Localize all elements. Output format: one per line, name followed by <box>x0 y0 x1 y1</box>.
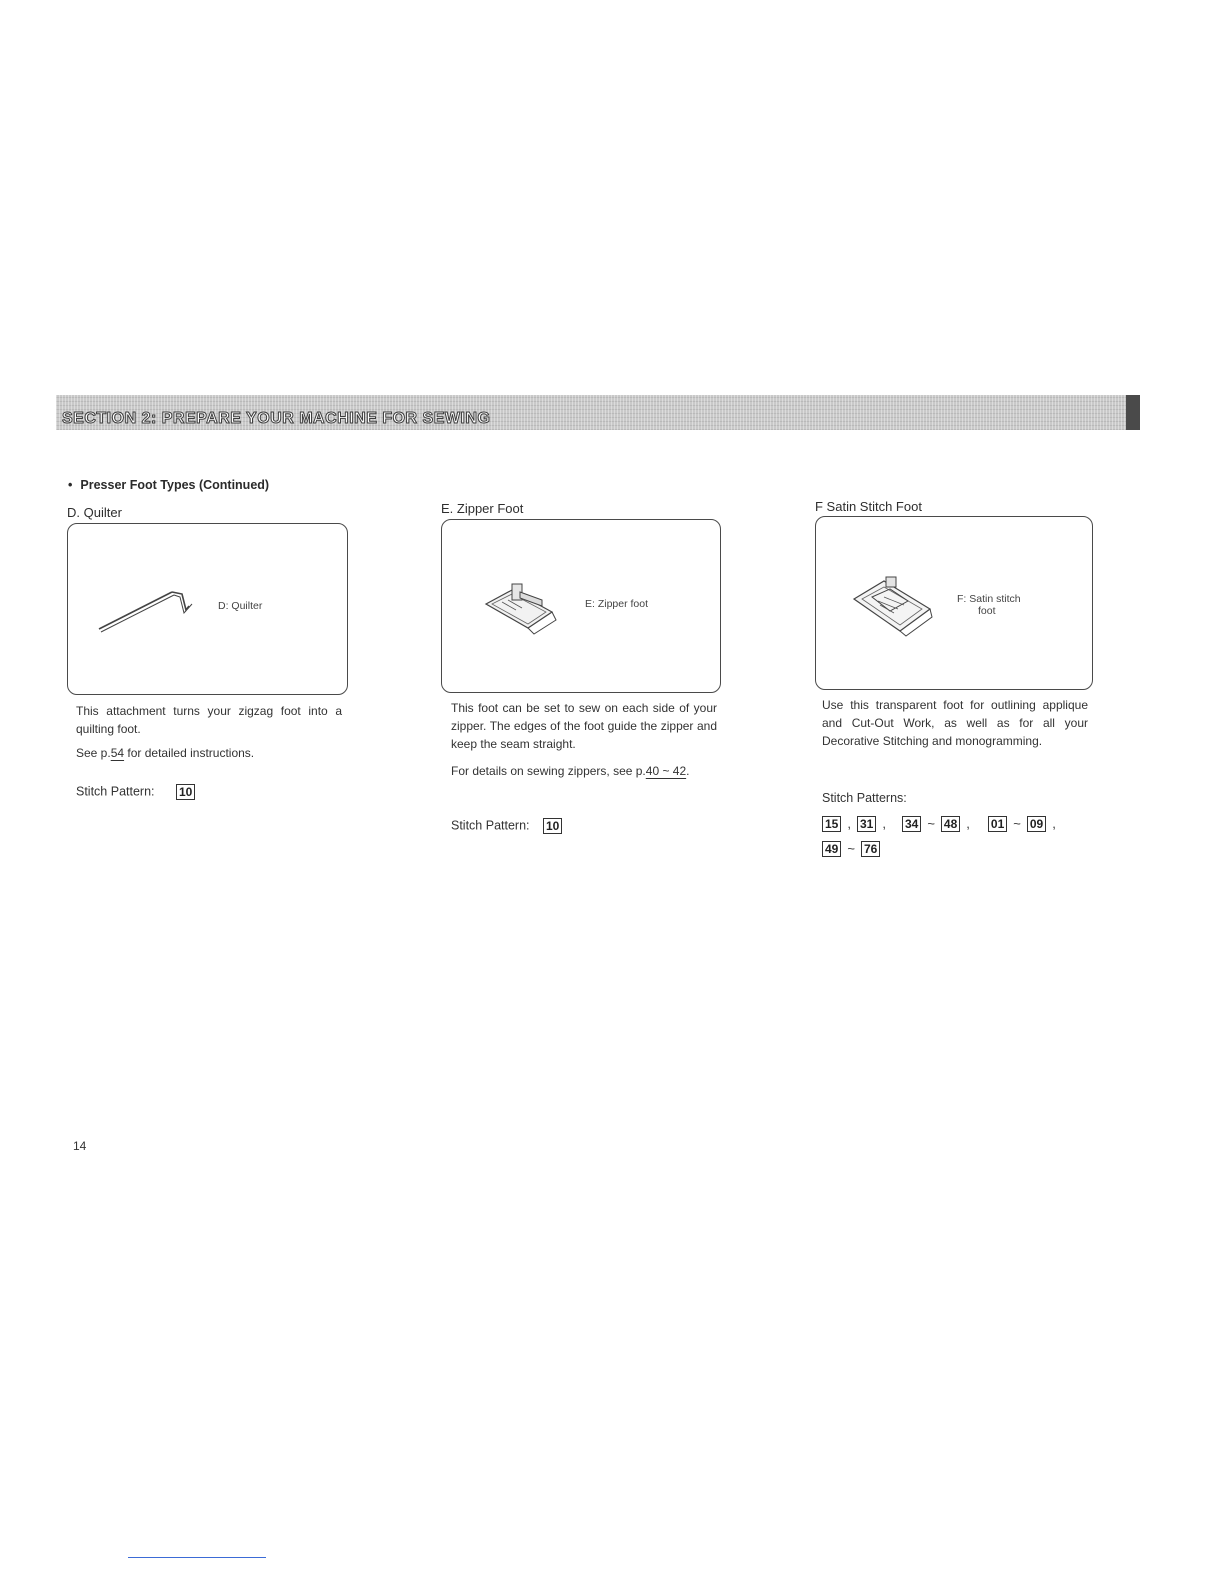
separator: , <box>966 816 970 832</box>
zipper-foot-illustration <box>482 578 564 638</box>
separator: , <box>847 816 851 832</box>
page-number: 14 <box>73 1139 87 1153</box>
satin-pattern-label: Stitch Patterns: <box>822 791 907 805</box>
see-prefix: See p. <box>76 746 111 760</box>
zipper-description: This foot can be set to sew on each side of your zipper. The edges of the foot guide the zipper and keep the seam straight. <box>451 701 717 751</box>
satin-heading: F Satin Stitch Foot <box>815 499 922 514</box>
quilter-description: This attachment turns your zigzag foot into a quilting foot. <box>76 704 342 736</box>
pattern-label: Stitch Pattern: <box>451 818 530 833</box>
quilter-stitch-pattern <box>76 784 195 800</box>
stitch-pattern-box: 34 <box>902 816 921 832</box>
quilter-figure-label: D: Quilter <box>218 600 263 612</box>
section-title: SECTION 2: PREPARE YOUR MACHINE FOR SEWING <box>62 410 491 427</box>
bottom-rule <box>128 1557 266 1558</box>
satin-figure-box <box>815 516 1093 690</box>
bullet: • <box>68 478 73 492</box>
quilter-see-page <box>76 744 342 762</box>
details-prefix: For details on sewing zippers, see p. <box>451 764 646 778</box>
zipper-figure-box <box>441 519 721 693</box>
see-suffix: for detailed instructions. <box>124 746 255 760</box>
stitch-pattern-box: 10 <box>543 818 562 834</box>
range-tilde: ~ <box>1013 816 1021 832</box>
stitch-pattern-box: 01 <box>988 816 1007 832</box>
details-suffix: . <box>686 764 690 778</box>
zipper-details <box>451 762 717 780</box>
zipper-figure-label: E: Zipper foot <box>585 598 649 610</box>
separator: , <box>882 816 886 832</box>
figure-label-line1: F: Satin stitch <box>957 593 1021 605</box>
zipper-stitch-pattern <box>451 818 562 834</box>
stitch-pattern-box: 10 <box>176 784 195 800</box>
figure-label-line2: foot <box>978 605 996 617</box>
quilter-figure-box <box>67 523 348 695</box>
satin-stitch-patterns-row2 <box>822 840 880 858</box>
satin-foot-illustration <box>850 575 934 637</box>
satin-description: Use this transparent foot for outlining applique and Cut-Out Work, as well as for all your Decorative Stitching and monogramming. <box>822 698 1088 748</box>
separator: , <box>1052 816 1056 832</box>
section-banner <box>56 395 1140 430</box>
subtitle-text: Presser Foot Types (Continued) <box>80 478 270 492</box>
satin-figure-label <box>957 593 1021 617</box>
stitch-pattern-box: 09 <box>1027 816 1046 832</box>
pattern-label: Stitch Pattern: <box>76 784 155 799</box>
zipper-heading: E. Zipper Foot <box>441 501 524 516</box>
page-reference-link[interactable]: 54 <box>110 746 125 760</box>
presser-foot-subtitle <box>68 478 269 492</box>
stitch-pattern-box: 31 <box>857 816 876 832</box>
stitch-pattern-box: 15 <box>822 816 841 832</box>
range-tilde: ~ <box>847 841 855 857</box>
stitch-pattern-box: 48 <box>941 816 960 832</box>
page-range-link[interactable]: 40 ~ 42 <box>645 764 687 778</box>
satin-stitch-patterns-row1 <box>822 815 1062 833</box>
stitch-pattern-box: 76 <box>861 841 880 857</box>
quilter-heading: D. Quilter <box>67 505 122 520</box>
quilter-illustration <box>96 584 196 636</box>
range-tilde: ~ <box>927 816 935 832</box>
stitch-pattern-box: 49 <box>822 841 841 857</box>
